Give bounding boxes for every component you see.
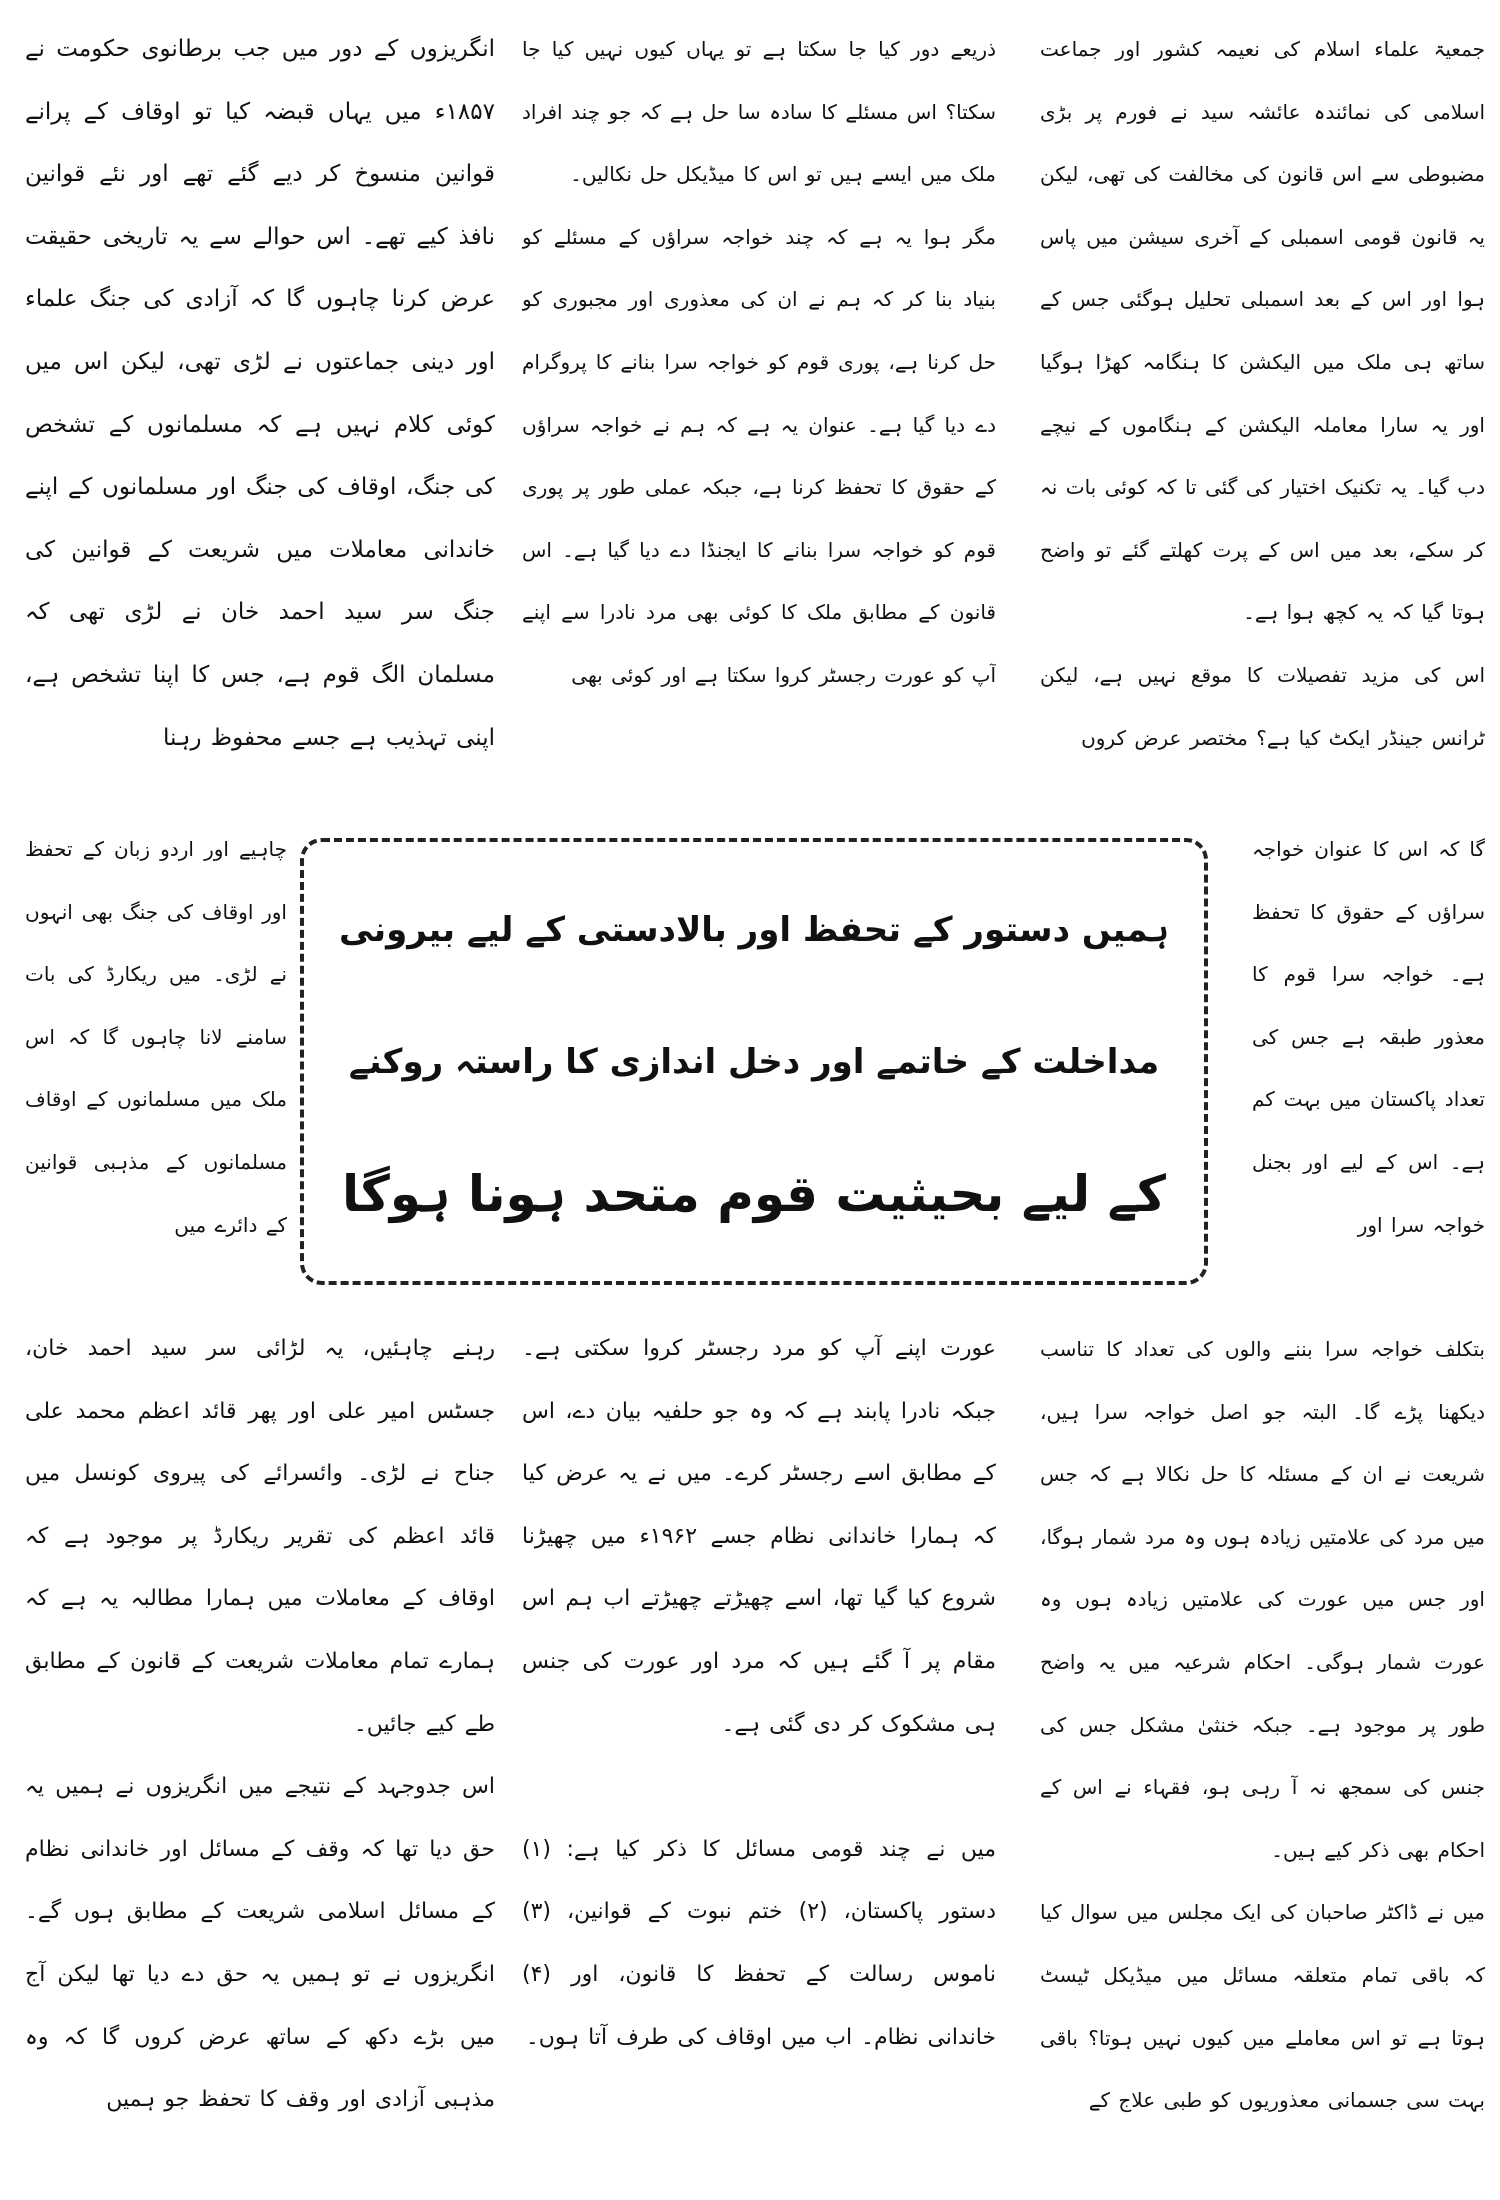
paragraph: چاہیے اور اردو زبان کے تحفظ اور اوقاف کی جنگ بھی انہوں نے لڑی۔ میں ریکارڈ کی بات سامنے لانا چاہوں گا کہ اس ملک میں مسلمانوں کے اوقاف مسلمانوں کے مذہبی قوانین کے دائرے میں: [25, 837, 287, 1237]
column-bottom-middle: [522, 1318, 996, 2188]
pull-quote-line: ہمیں دستور کے تحفظ اور بالادستی کے لیے بیرونی: [338, 909, 1170, 950]
column-top-left: [25, 18, 495, 808]
paragraph: ذریعے دور کیا جا سکتا ہے تو یہاں کیوں نہیں کیا جا سکتا؟ اس مسئلے کا سادہ سا حل ہے کہ جو چند افراد ملک میں ایسے ہیں تو اس کا میڈیکل حل نکالیں۔: [522, 37, 996, 187]
paragraph: میں نے چند قومی مسائل کا ذکر کیا ہے: (۱) دستور پاکستان، (۲) ختم نبوت کے قوانین، (۳) ناموس رسالت کے تحفظ کا قانون، اور (۴) خاندانی نظام۔ اب میں اوقاف کی طرف آتا ہوں۔: [522, 1836, 996, 2050]
paragraph: اس جدوجہد کے نتیجے میں انگریزوں نے ہمیں یہ حق دیا تھا کہ وقف کے مسائل اور خاندانی نظام کے مسائل اسلامی شریعت کے مطابق ہوں گے۔ انگریزوں نے تو ہمیں یہ حق دے دیا تھا لیکن آج میں بڑے دکھ کے ساتھ عرض کروں گا کہ وہ مذہبی آزادی اور وقف کا تحفظ جو ہمیں: [25, 1774, 495, 2113]
column-bottom-left: [25, 1318, 495, 2188]
paragraph: رہنے چاہئیں، یہ لڑائی سر سید احمد خان، جسٹس امیر علی اور پھر قائد اعظم محمد علی جناح نے لڑی۔ وائسرائے کی پیروی کونسل میں قائد اعظم کی تقریر ریکارڈ پر موجود ہے کہ اوقاف کے معاملات میں ہمارا مطالبہ یہ ہے کہ ہمارے تمام معاملات شریعت کے قانون کے مطابق طے کیے جائیں۔: [25, 1336, 495, 1737]
paragraph: اس کی مزید تفصیلات کا موقع نہیں ہے، لیکن ٹرانس جینڈر ایکٹ کیا ہے؟ مختصر عرض کروں: [1040, 662, 1485, 750]
paragraph: بتکلف خواجہ سرا بننے والوں کی تعداد کا تناسب دیکھنا پڑے گا۔ البتہ جو اصل خواجہ سرا ہیں، شریعت نے ان کے مسئلہ کا حل نکالا ہے کہ جس میں مرد کی علامتیں زیادہ ہوں وہ مرد شمار ہوگا، اور جس میں عورت کی علامتیں زیادہ ہوں وہ عورت شمار ہوگی۔ احکام شرعیہ میں یہ واضح طور پر موجود ہے۔ جبکہ خنثیٰ مشکل جس کی جنس کی سمجھ نہ آ رہی ہو، فقہاء نے اس کے احکام بھی ذکر کیے ہیں۔: [1040, 1337, 1485, 1862]
paragraph: انگریزوں کے دور میں جب برطانوی حکومت نے ۱۸۵۷ء میں یہاں قبضہ کیا تو اوقاف کے پرانے قوانین منسوخ کر دیے گئے تھے اور نئے قوانین نافذ کیے تھے۔ اس حوالے سے یہ تاریخی حقیقت عرض کرنا چاہوں گا کہ آزادی کی جنگ علماء اور دینی جماعتوں نے لڑی تھی، لیکن اس میں کوئی کلام نہیں ہے کہ مسلمانوں کے تشخص کی جنگ، اوقاف کی جنگ اور مسلمانوں کے اپنے خاندانی معاملات میں شریعت کے قوانین کی جنگ سر سید احمد خان نے لڑی تھی کہ مسلمان الگ قوم ہے، جس کا اپنا تشخص ہے، اپنی تہذیب ہے جسے محفوظ رہنا: [25, 36, 495, 751]
column-top-middle: [522, 18, 996, 808]
column-top-right: [1040, 18, 1485, 808]
column-bottom-right: [1040, 1318, 1485, 2188]
paragraph: عورت اپنے آپ کو مرد رجسٹر کروا سکتی ہے۔ جبکہ نادرا پابند ہے کہ وہ جو حلفیہ بیان دے، اس کے مطابق اسے رجسٹر کرے۔ میں نے یہ عرض کیا کہ ہمارا خاندانی نظام جسے ۱۹۶۲ء میں چھیڑنا شروع کیا گیا تھا، اسے چھیڑتے چھیڑتے اب ہم اس مقام پر آ گئے ہیں کہ مرد اور عورت کی جنس ہی مشکوک کر دی گئی ہے۔: [522, 1336, 996, 1737]
pull-quote-line: مداخلت کے خاتمے اور دخل اندازی کا راستہ روکنے: [348, 1041, 1160, 1082]
column-band-left: [25, 818, 287, 1298]
paragraph: میں نے ڈاکٹر صاحبان کی ایک مجلس میں سوال کیا کہ باقی تمام متعلقہ مسائل میں میڈیکل ٹیسٹ ہوتا ہے تو اس معاملے میں کیوں نہیں ہوتا؟ باقی بہت سی جسمانی معذوریوں کو طبی علاج کے: [1040, 1900, 1485, 2113]
column-band-right: [1252, 818, 1485, 1298]
paragraph: مگر ہوا یہ ہے کہ چند خواجہ سراؤں کے مسئلے کو بنیاد بنا کر کہ ہم نے ان کی معذوری اور مجبوری کو حل کرنا ہے، پوری قوم کو خواجہ سرا بنانے کا پروگرام دے دیا گیا ہے۔ عنوان یہ ہے کہ ہم نے خواجہ سراؤں کے حقوق کا تحفظ کرنا ہے، جبکہ عملی طور پر پوری قوم کو خواجہ سرا بنانے کا ایجنڈا دے دیا گیا ہے۔ اس قانون کے مطابق ملک کا کوئی بھی مرد نادرا سے اپنے آپ کو عورت رجسٹر کروا سکتا ہے اور کوئی بھی: [522, 224, 996, 687]
pull-quote-line: کے لیے بحیثیت قوم متحد ہونا ہوگا: [342, 1164, 1166, 1223]
paragraph: جمعیۃ علماء اسلام کی نعیمہ کشور اور جماعت اسلامی کی نمائندہ عائشہ سید نے فورم پر بڑی مضبوطی سے اس قانون کی مخالفت کی تھی، لیکن یہ قانون قومی اسمبلی کے آخری سیشن میں پاس ہوا اور اس کے بعد اسمبلی تحلیل ہوگئی جس کے ساتھ ہی ملک میں الیکشن کا ہنگامہ کھڑا ہوگیا اور یہ سارا معاملہ الیکشن کے ہنگاموں کے نیچے دب گیا۔ یہ تکنیک اختیار کی گئی تا کہ کوئی بات نہ کر سکے، بعد میں اس کے پرت کھلتے گئے تو واضح ہوتا گیا کہ یہ کچھ ہوا ہے۔: [1040, 37, 1485, 625]
paragraph: گا کہ اس کا عنوان خواجہ سراؤں کے حقوق کا تحفظ ہے۔ خواجہ سرا قوم کا معذور طبقہ ہے جس کی تعداد پاکستان میں بہت کم ہے۔ اس کے لیے اور بجنل خواجہ سرا اور: [1252, 837, 1485, 1237]
pull-quote-box: [300, 838, 1208, 1285]
